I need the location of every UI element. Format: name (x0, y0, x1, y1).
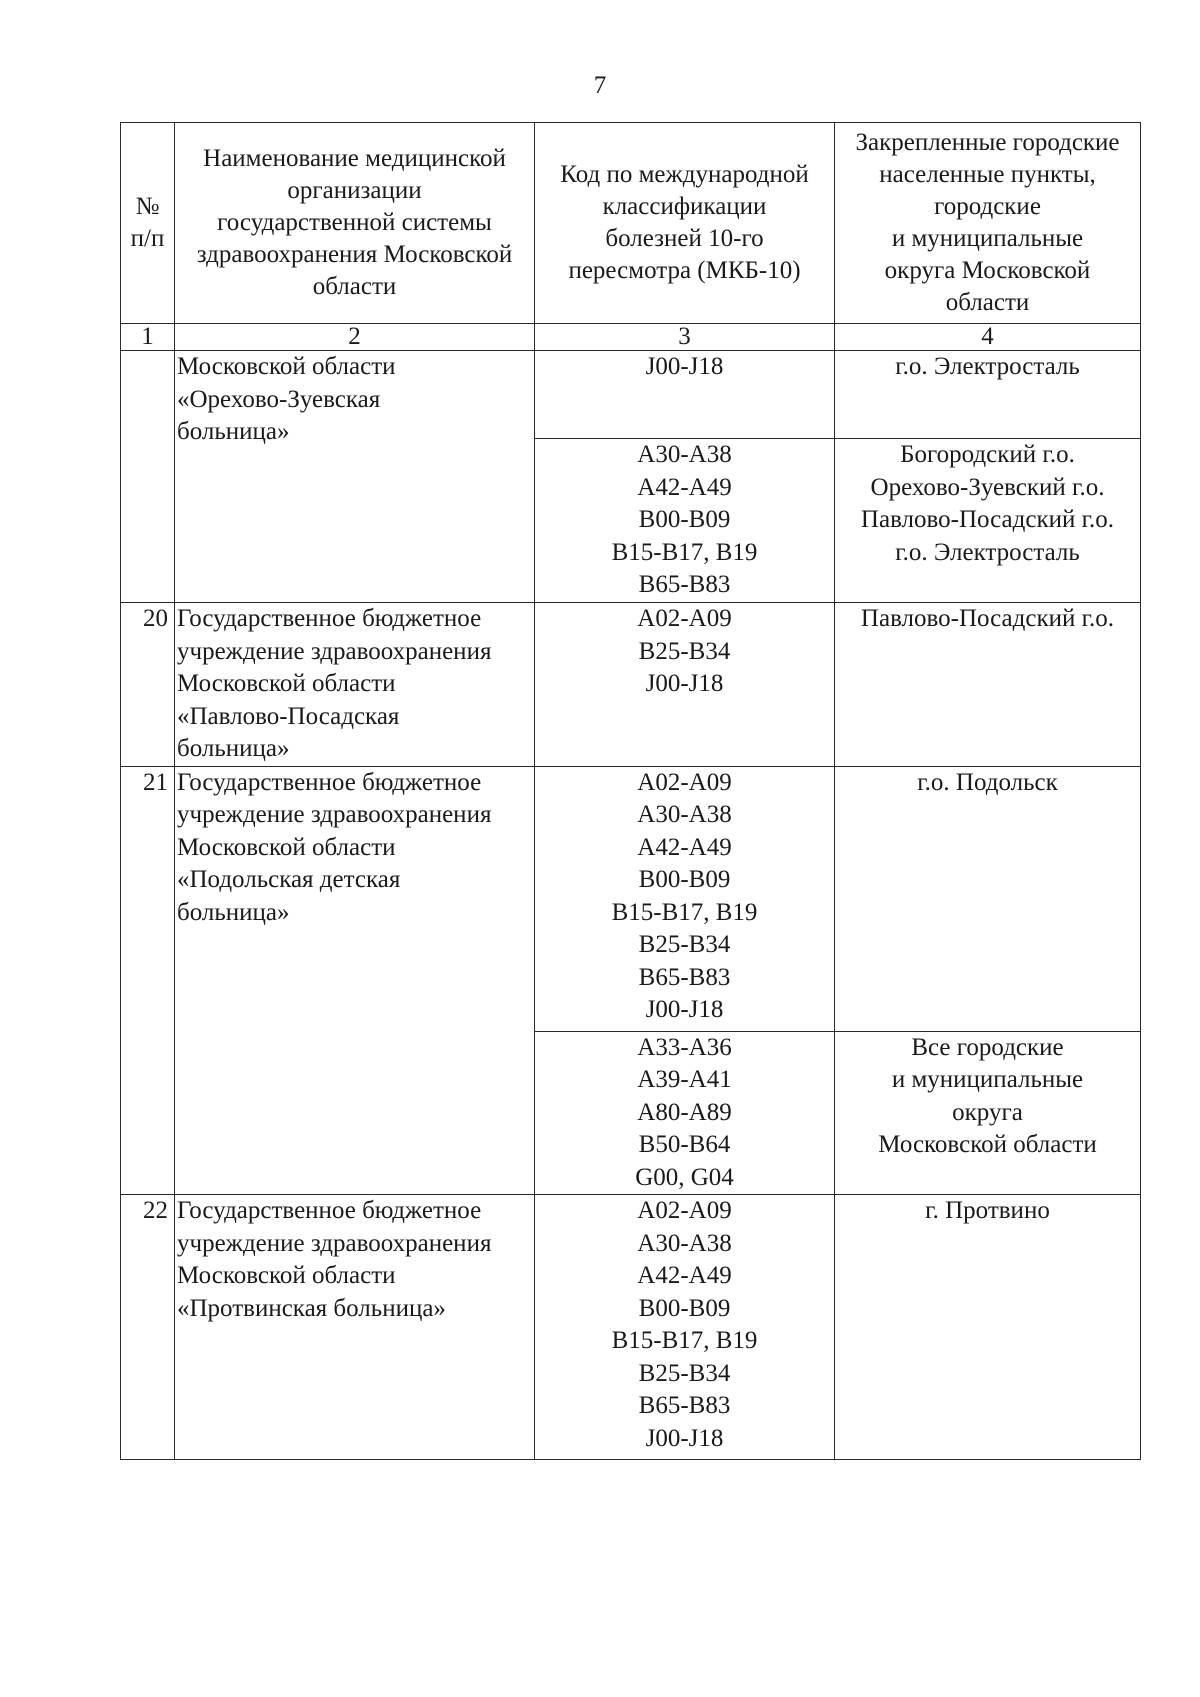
icd-codes: A02-A09 A30-A38 A42-A49 B00-B09 B15-B17, B19 B25-B34 B65-B83 J00-J18 (535, 1195, 835, 1460)
column-number-row (121, 324, 1141, 351)
row-number: 21 (121, 766, 175, 1195)
row-number: 22 (121, 1195, 175, 1460)
assigned-places: Богородский г.о. Орехово-Зуевский г.о. Павлово-Посадский г.о. г.о. Электросталь (835, 439, 1141, 603)
table-row (121, 351, 1141, 439)
assigned-places: Павлово-Посадский г.о. (835, 603, 1141, 767)
organization-name: Государственное бюджетное учреждение здравоохранения Московской области «Протвинская больница» (175, 1195, 535, 1460)
organization-name: Государственное бюджетное учреждение здравоохранения Московской области «Подольская детская больница» (175, 766, 535, 1195)
assigned-places: г.о. Электросталь (835, 351, 1141, 439)
assigned-places: Все городские и муниципальные округа Московской области (835, 1031, 1141, 1195)
icd-codes: A02-A09 A30-A38 A42-A49 B00-B09 B15-B17, B19 B25-B34 B65-B83 J00-J18 (535, 766, 835, 1031)
column-number: 1 (121, 324, 175, 351)
column-number: 4 (835, 324, 1141, 351)
assigned-places: г. Протвино (835, 1195, 1141, 1460)
header-num: № п/п (121, 123, 175, 324)
header-place: Закрепленные городские населенные пункты, городские и муниципальные округа Московской области (835, 123, 1141, 324)
hospital-assignment-table (120, 122, 1141, 1460)
assigned-places: г.о. Подольск (835, 766, 1141, 1031)
header-code: Код по международной классификации болезней 10-го пересмотра (МКБ-10) (535, 123, 835, 324)
row-number (121, 351, 175, 603)
column-number: 2 (175, 324, 535, 351)
organization-name: Государственное бюджетное учреждение здравоохранения Московской области «Павлово-Посадская больница» (175, 603, 535, 767)
icd-codes: J00-J18 (535, 351, 835, 439)
header-name: Наименование медицинской организации государственной системы здравоохранения Московской области (175, 123, 535, 324)
table-header-row (121, 123, 1141, 324)
table-row (121, 766, 1141, 1031)
icd-codes: A02-A09 B25-B34 J00-J18 (535, 603, 835, 767)
row-number: 20 (121, 603, 175, 767)
table-row (121, 1195, 1141, 1460)
organization-name: Московской области «Орехово-Зуевская больница» (175, 351, 535, 603)
page-number: 7 (593, 72, 607, 99)
icd-codes: A30-A38 A42-A49 B00-B09 B15-B17, B19 B65-B83 (535, 439, 835, 603)
icd-codes: A33-A36 A39-A41 A80-A89 B50-B64 G00, G04 (535, 1031, 835, 1195)
table-row (121, 603, 1141, 767)
column-number: 3 (535, 324, 835, 351)
